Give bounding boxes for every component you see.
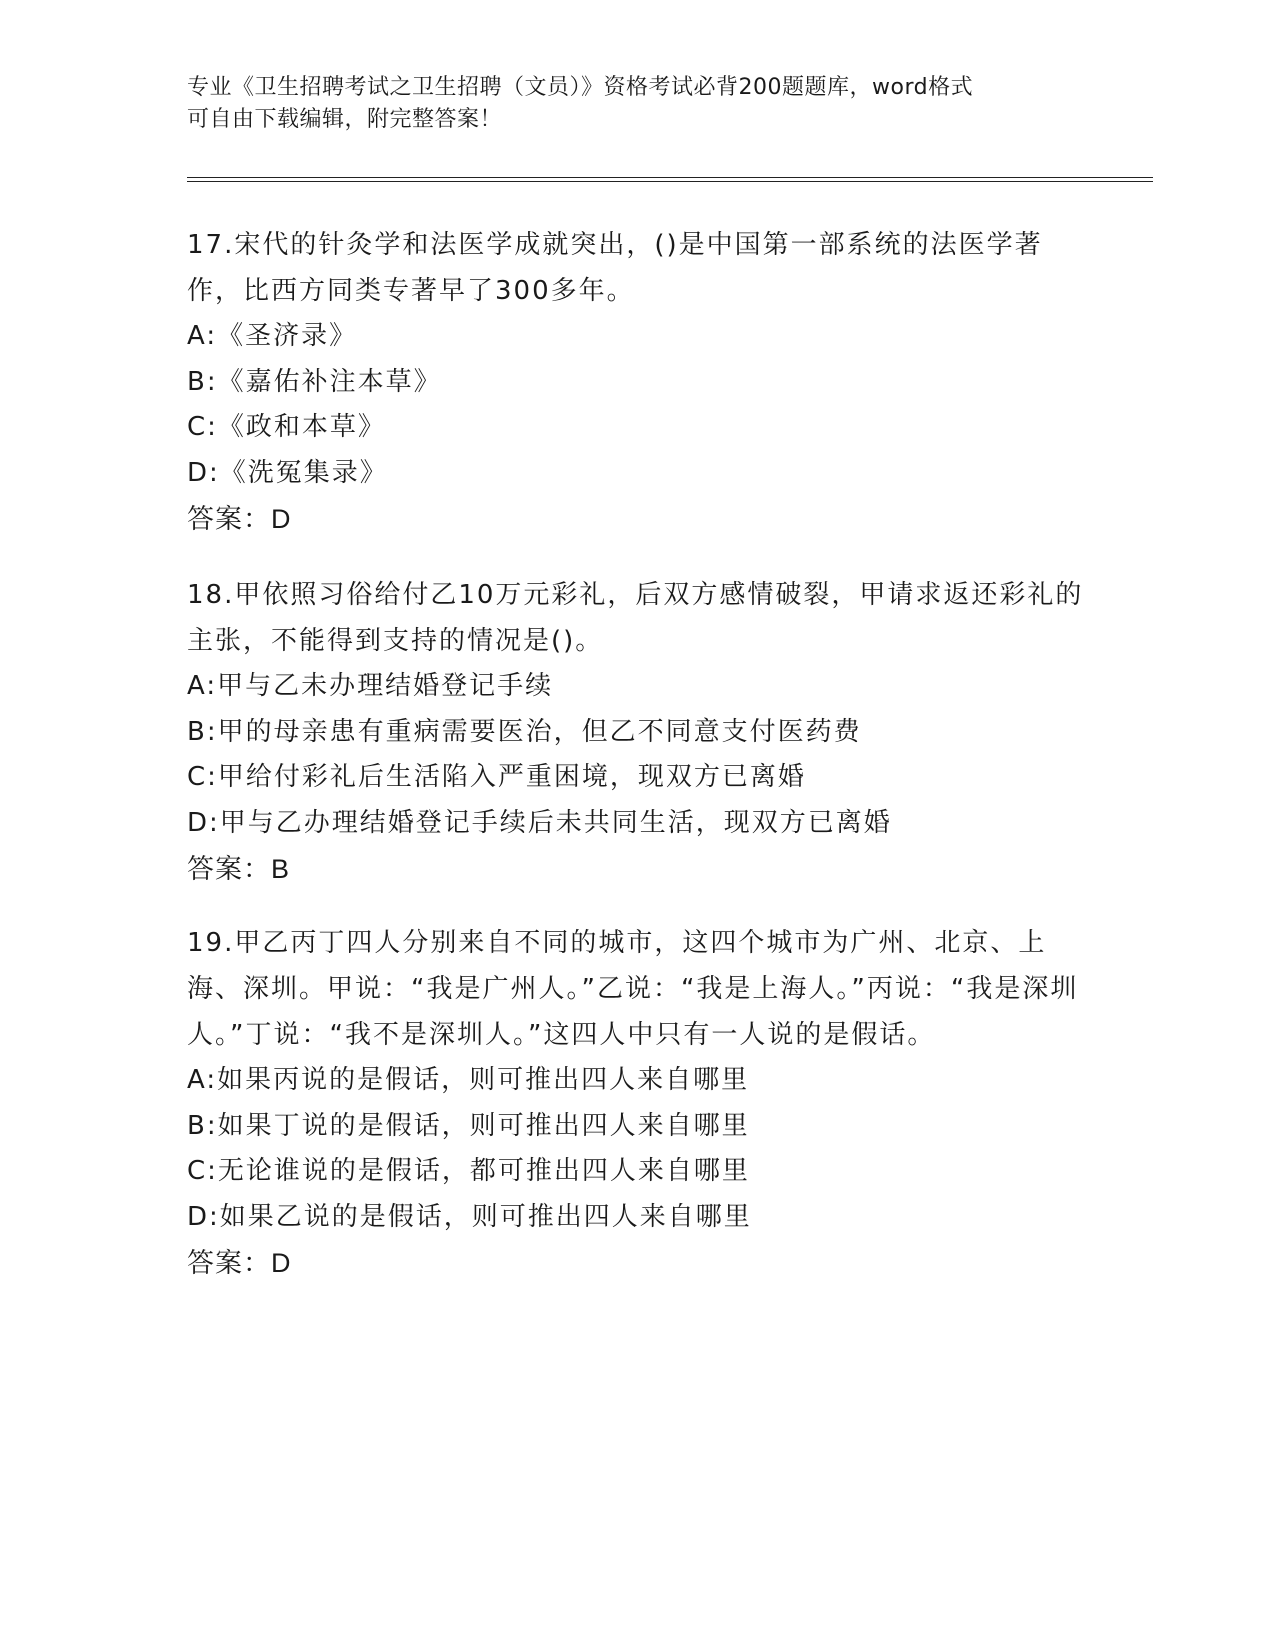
question-18: [187, 572, 1087, 892]
option-b: B:甲的母亲患有重病需要医治，但乙不同意支付医药费: [187, 716, 862, 747]
option-d: D:《洗冤集录》: [187, 457, 388, 488]
option-b: B:如果丁说的是假话，则可推出四人来自哪里: [187, 1110, 750, 1141]
answer: 答案：B: [187, 854, 291, 884]
question-19: [187, 920, 1087, 1286]
header-line-2: 可自由下载编辑，附完整答案！: [187, 107, 503, 132]
option-a: A:甲与乙未办理结婚登记手续: [187, 671, 554, 701]
option-a: A:如果丙说的是假话，则可推出四人来自哪里: [187, 1065, 750, 1095]
option-a: A:《圣济录》: [187, 321, 358, 351]
option-c: C:《政和本草》: [187, 412, 386, 442]
question-text: 18.甲依照习俗给付乙10万元彩礼，后双方感情破裂，甲请求返还彩礼的主张，不能得到支持的情况是()。: [187, 580, 1084, 656]
answer: 答案：D: [187, 504, 292, 534]
option-c: C:甲给付彩礼后生活陷入严重困境，现双方已离婚: [187, 762, 806, 792]
document-header: [187, 72, 1087, 136]
option-d: D:如果乙说的是假话，则可推出四人来自哪里: [187, 1201, 752, 1232]
answer: 答案：D: [187, 1248, 292, 1278]
question-text: 17.宋代的针灸学和法医学成就突出，()是中国第一部系统的法医学著作，比西方同类专著早了300多年。: [187, 230, 1043, 306]
option-b: B:《嘉佑补注本草》: [187, 366, 442, 397]
question-17: [187, 222, 1087, 542]
question-text: 19.甲乙丙丁四人分别来自不同的城市，这四个城市为广州、北京、上海、深圳。甲说：“我是广州人。”乙说：“我是上海人。”丙说：“我是深圳人。”丁说：“我不是深圳人。”这四人中只有一人说的是假话。: [187, 928, 1079, 1050]
header-line-1: 专业《卫生招聘考试之卫生招聘（文员）》资格考试必背200题题库，word格式: [187, 75, 974, 100]
header-divider: [187, 177, 1153, 182]
option-d: D:甲与乙办理结婚登记手续后未共同生活，现双方已离婚: [187, 807, 892, 838]
option-c: C:无论谁说的是假话，都可推出四人来自哪里: [187, 1156, 750, 1186]
